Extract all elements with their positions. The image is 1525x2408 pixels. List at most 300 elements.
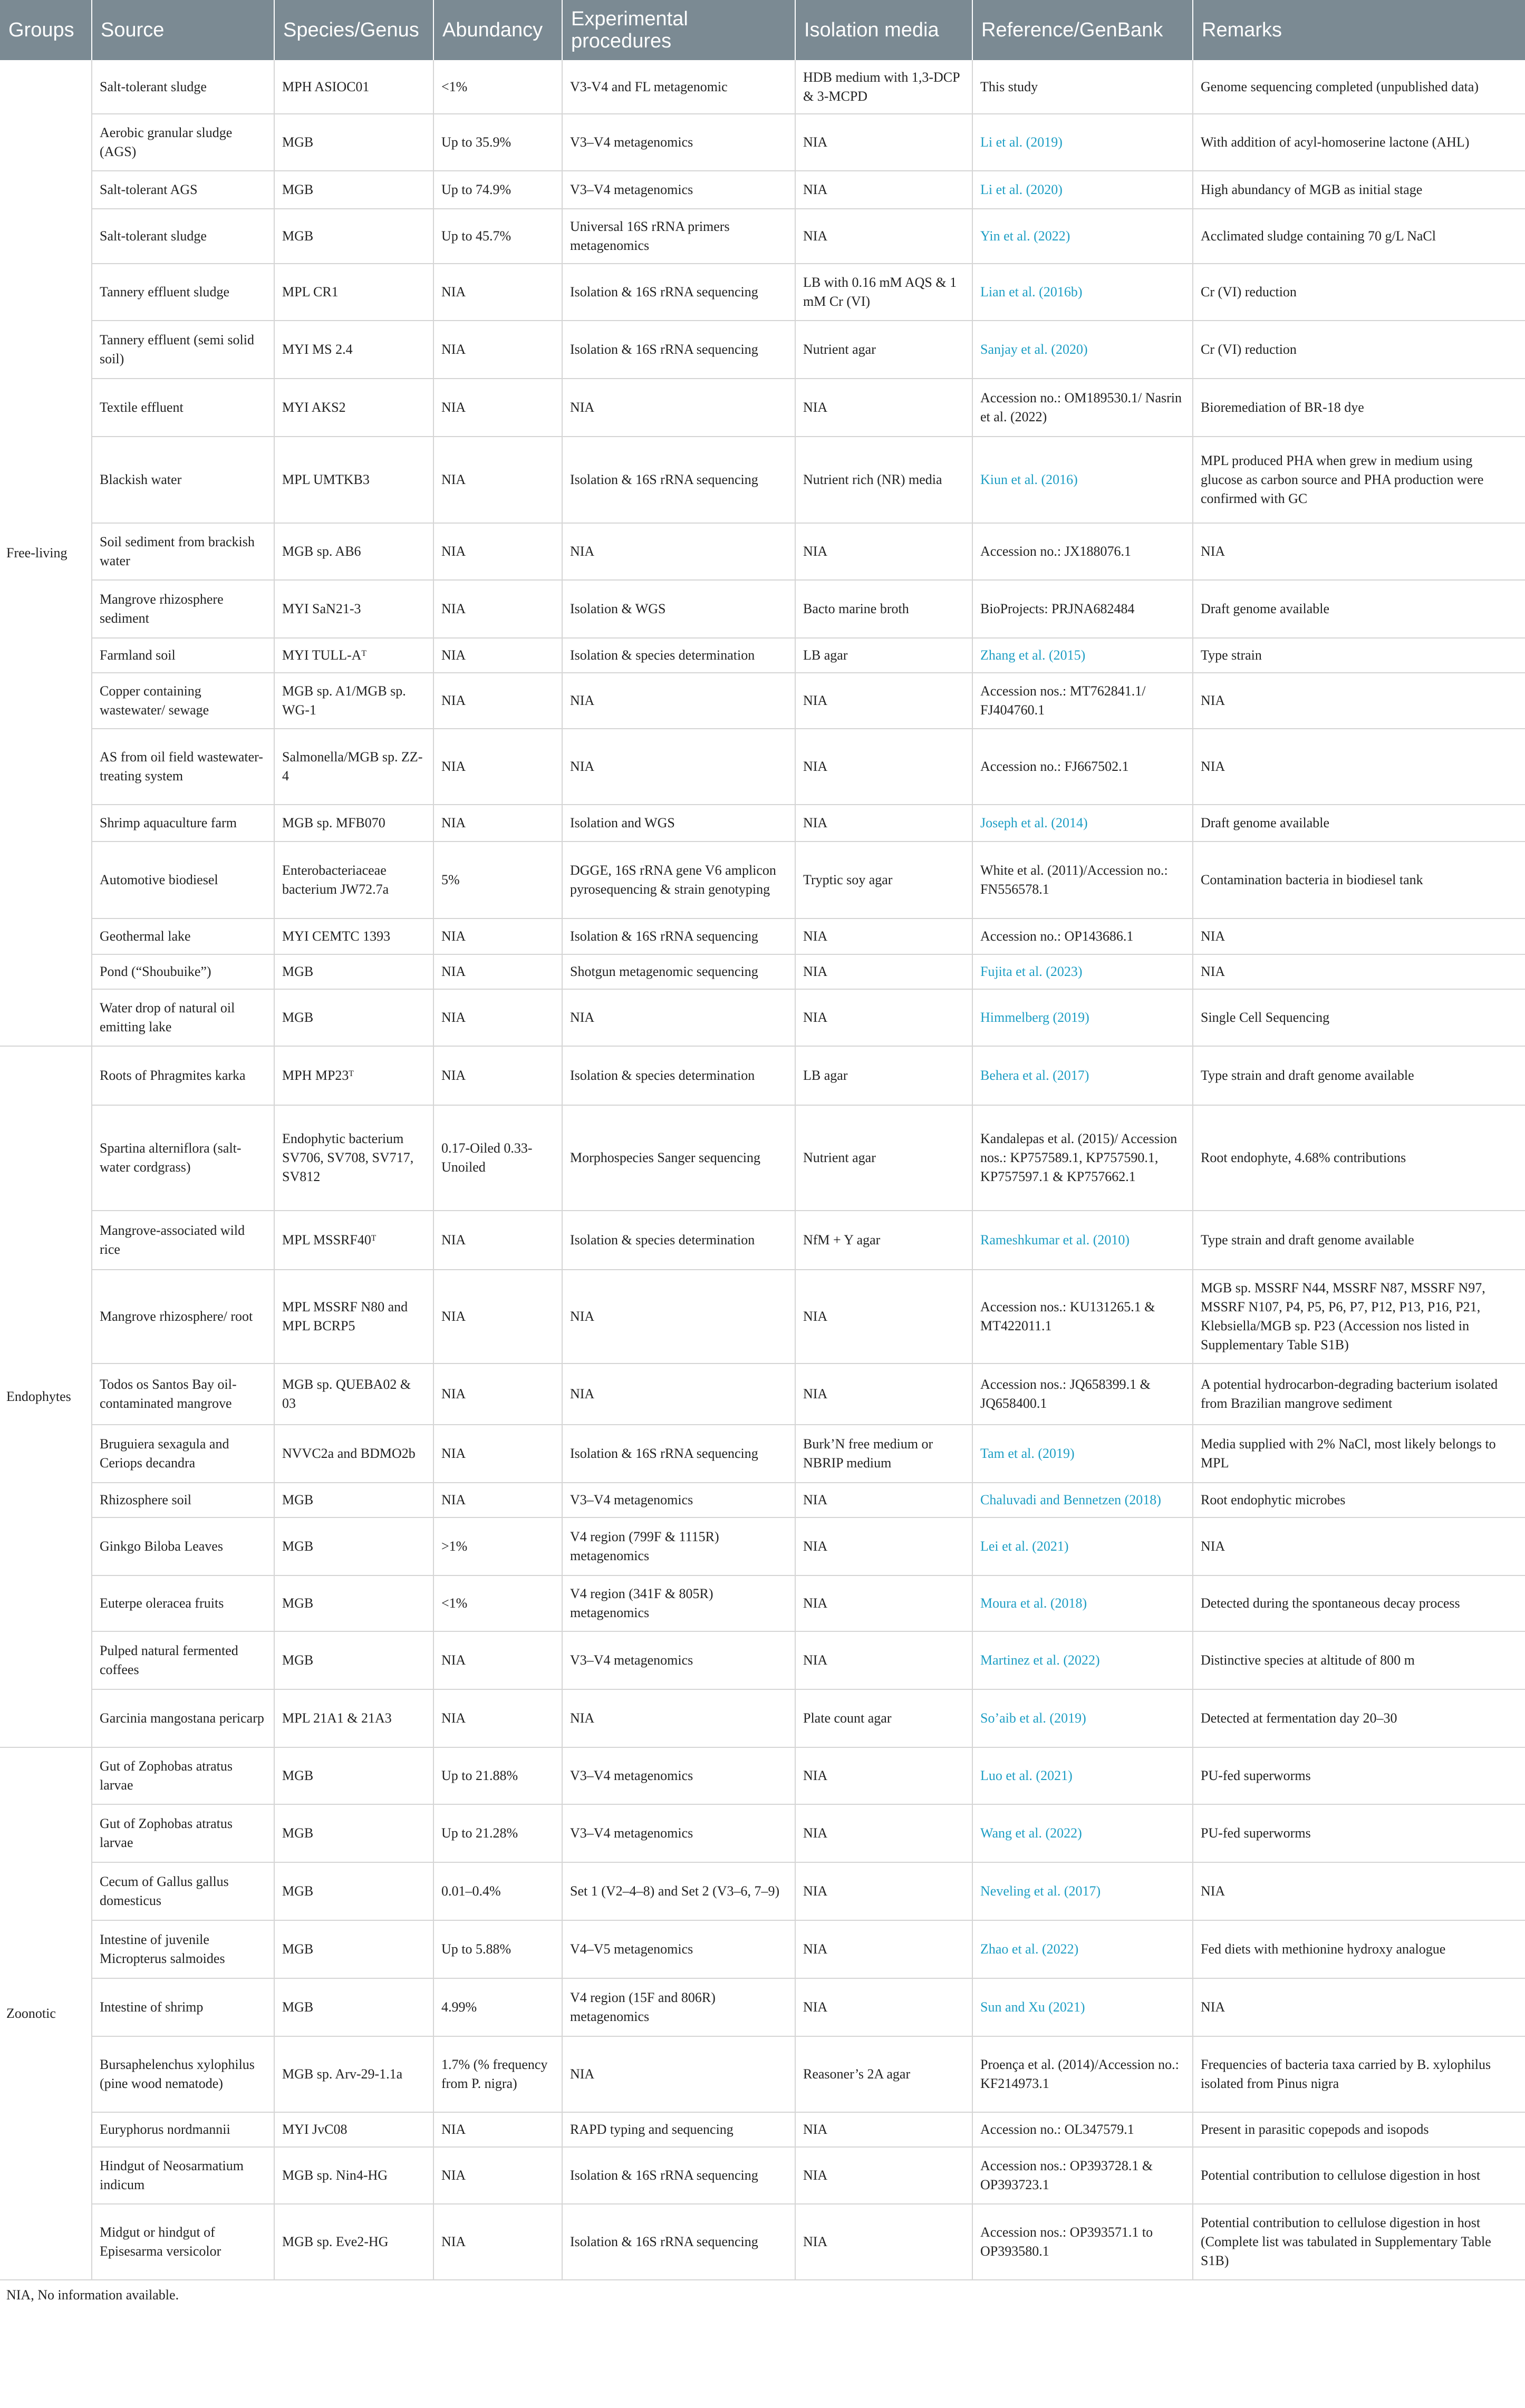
remarks-cell: Genome sequencing completed (unpublished data): [1193, 60, 1525, 114]
reference-cell[interactable]: Sanjay et al. (2020): [972, 321, 1193, 379]
group-cell: Endophytes: [0, 1046, 92, 1747]
table-row: [0, 1631, 1525, 1689]
procedure-cell: Set 1 (V2–4–8) and Set 2 (V3–6, 7–9): [562, 1862, 795, 1920]
table-row: [0, 954, 1525, 989]
abundancy-cell: Up to 21.88%: [433, 1747, 562, 1804]
source-cell: Pulped natural fermented coffees: [92, 1631, 274, 1689]
procedure-cell: Isolation & 16S rRNA sequencing: [562, 2147, 795, 2204]
header-species: Species/Genus: [274, 0, 433, 60]
remarks-cell: Root endophytic microbes: [1193, 1483, 1525, 1517]
reference-cell[interactable]: Yin et al. (2022): [972, 209, 1193, 264]
remarks-cell: NIA: [1193, 918, 1525, 954]
table-row: [0, 1363, 1525, 1425]
species-cell: MGB: [274, 1862, 433, 1920]
table-row: [0, 729, 1525, 805]
species-cell: MYI TULL-Aᵀ: [274, 638, 433, 673]
procedure-cell: Isolation & species determination: [562, 638, 795, 673]
remarks-cell: PU-fed superworms: [1193, 1747, 1525, 1804]
procedure-cell: NIA: [562, 2036, 795, 2112]
source-cell: Textile effluent: [92, 379, 274, 437]
reference-cell: This study: [972, 60, 1193, 114]
table-row: [0, 2112, 1525, 2147]
remarks-cell: Potential contribution to cellulose digestion in host: [1193, 2147, 1525, 2204]
table-row: [0, 437, 1525, 523]
media-cell: Nutrient agar: [795, 1105, 972, 1211]
media-cell: NIA: [795, 1920, 972, 1978]
media-cell: Burk’N free medium or NBRIP medium: [795, 1425, 972, 1483]
species-cell: Enterobacteriaceae bacterium JW72.7a: [274, 842, 433, 918]
reference-cell[interactable]: Li et al. (2019): [972, 114, 1193, 171]
abundancy-cell: Up to 35.9%: [433, 114, 562, 171]
species-cell: MYI JvC08: [274, 2112, 433, 2147]
media-cell: Nutrient agar: [795, 321, 972, 379]
reference-cell[interactable]: Rameshkumar et al. (2010): [972, 1211, 1193, 1270]
footnote: NIA, No information available.: [6, 2287, 179, 2303]
abundancy-cell: NIA: [433, 580, 562, 638]
remarks-cell: Cr (VI) reduction: [1193, 264, 1525, 321]
abundancy-cell: <1%: [433, 60, 562, 114]
reference-cell: BioProjects: PRJNA682484: [972, 580, 1193, 638]
media-cell: Plate count agar: [795, 1689, 972, 1747]
abundancy-cell: NIA: [433, 954, 562, 989]
procedure-cell: V4 region (341F & 805R) metagenomics: [562, 1575, 795, 1631]
procedure-cell: Isolation & species determination: [562, 1211, 795, 1270]
source-cell: Cecum of Gallus gallus domesticus: [92, 1862, 274, 1920]
source-cell: Todos os Santos Bay oil-contaminated mangrove: [92, 1363, 274, 1425]
table-body: [0, 60, 1525, 2280]
reference-cell[interactable]: Zhang et al. (2015): [972, 638, 1193, 673]
abundancy-cell: NIA: [433, 1483, 562, 1517]
remarks-cell: Fed diets with methionine hydroxy analogue: [1193, 1920, 1525, 1978]
source-cell: Aerobic granular sludge (AGS): [92, 114, 274, 171]
source-cell: AS from oil field wastewater-treating system: [92, 729, 274, 805]
abundancy-cell: NIA: [433, 2204, 562, 2280]
reference-cell[interactable]: Moura et al. (2018): [972, 1575, 1193, 1631]
species-cell: MGB sp. AB6: [274, 523, 433, 580]
header-row: [0, 0, 1525, 60]
reference-cell[interactable]: Behera et al. (2017): [972, 1046, 1193, 1105]
procedure-cell: Isolation & 16S rRNA sequencing: [562, 918, 795, 954]
remarks-cell: Contamination bacteria in biodiesel tank: [1193, 842, 1525, 918]
table-row: [0, 638, 1525, 673]
media-cell: NfM + Y agar: [795, 1211, 972, 1270]
source-cell: Garcinia mangostana pericarp: [92, 1689, 274, 1747]
table-row: [0, 1517, 1525, 1575]
media-cell: LB agar: [795, 1046, 972, 1105]
source-cell: Ginkgo Biloba Leaves: [92, 1517, 274, 1575]
procedure-cell: Isolation & 16S rRNA sequencing: [562, 437, 795, 523]
table-row: [0, 805, 1525, 842]
abundancy-cell: NIA: [433, 523, 562, 580]
remarks-cell: NIA: [1193, 523, 1525, 580]
species-cell: NVVC2a and BDMO2b: [274, 1425, 433, 1483]
remarks-cell: Draft genome available: [1193, 580, 1525, 638]
remarks-cell: PU-fed superworms: [1193, 1804, 1525, 1862]
species-cell: MPL CR1: [274, 264, 433, 321]
species-cell: MGB: [274, 989, 433, 1046]
reference-cell[interactable]: Himmelberg (2019): [972, 989, 1193, 1046]
header-reference: Reference/GenBank: [972, 0, 1193, 60]
media-cell: NIA: [795, 1363, 972, 1425]
remarks-cell: Type strain: [1193, 638, 1525, 673]
abundancy-cell: 5%: [433, 842, 562, 918]
abundancy-cell: NIA: [433, 729, 562, 805]
abundancy-cell: NIA: [433, 1425, 562, 1483]
table-row: [0, 523, 1525, 580]
procedure-cell: V3–V4 metagenomics: [562, 1483, 795, 1517]
species-cell: MYI AKS2: [274, 379, 433, 437]
reference-cell: Accession nos.: JQ658399.1 & JQ658400.1: [972, 1363, 1193, 1425]
table-row: [0, 1425, 1525, 1483]
table-row: [0, 1046, 1525, 1105]
species-cell: MGB: [274, 1575, 433, 1631]
source-cell: Mangrove rhizosphere/ root: [92, 1270, 274, 1363]
abundancy-cell: NIA: [433, 437, 562, 523]
media-cell: NIA: [795, 1978, 972, 2036]
species-cell: MGB: [274, 171, 433, 209]
abundancy-cell: 1.7% (% frequency from P. nigra): [433, 2036, 562, 2112]
procedure-cell: Isolation & 16S rRNA sequencing: [562, 1425, 795, 1483]
media-cell: Reasoner’s 2A agar: [795, 2036, 972, 2112]
procedure-cell: V4 region (15F and 806R) metagenomics: [562, 1978, 795, 2036]
species-cell: MGB sp. Eve2-HG: [274, 2204, 433, 2280]
reference-cell[interactable]: Fujita et al. (2023): [972, 954, 1193, 989]
species-cell: MGB sp. Nin4-HG: [274, 2147, 433, 2204]
procedure-cell: V3-V4 and FL metagenomic: [562, 60, 795, 114]
abundancy-cell: <1%: [433, 1575, 562, 1631]
table-row: [0, 2147, 1525, 2204]
abundancy-cell: NIA: [433, 1689, 562, 1747]
media-cell: NIA: [795, 379, 972, 437]
reference-cell[interactable]: Sun and Xu (2021): [972, 1978, 1193, 2036]
reference-cell[interactable]: Luo et al. (2021): [972, 1747, 1193, 1804]
table-row: [0, 2204, 1525, 2280]
procedure-cell: NIA: [562, 379, 795, 437]
table-row: [0, 1211, 1525, 1270]
procedure-cell: Universal 16S rRNA primers metagenomics: [562, 209, 795, 264]
abundancy-cell: Up to 21.28%: [433, 1804, 562, 1862]
table-row: [0, 1105, 1525, 1211]
species-cell: MPL UMTKB3: [274, 437, 433, 523]
procedure-cell: DGGE, 16S rRNA gene V6 amplicon pyrosequencing & strain genotyping: [562, 842, 795, 918]
source-cell: Blackish water: [92, 437, 274, 523]
species-cell: MGB: [274, 1978, 433, 2036]
abundancy-cell: NIA: [433, 264, 562, 321]
remarks-cell: Acclimated sludge containing 70 g/L NaCl: [1193, 209, 1525, 264]
media-cell: NIA: [795, 2147, 972, 2204]
media-cell: NIA: [795, 1483, 972, 1517]
abundancy-cell: >1%: [433, 1517, 562, 1575]
species-cell: MYI CEMTC 1393: [274, 918, 433, 954]
remarks-cell: Frequencies of bacteria taxa carried by B. xylophilus isolated from Pinus nigra: [1193, 2036, 1525, 2112]
procedure-cell: V3–V4 metagenomics: [562, 171, 795, 209]
species-cell: MYI SaN21-3: [274, 580, 433, 638]
remarks-cell: A potential hydrocarbon-degrading bacterium isolated from Brazilian mangrove sediment: [1193, 1363, 1525, 1425]
source-cell: Euterpe oleracea fruits: [92, 1575, 274, 1631]
procedure-cell: Isolation & WGS: [562, 580, 795, 638]
source-cell: Midgut or hindgut of Episesarma versicolor: [92, 2204, 274, 2280]
table-row: [0, 114, 1525, 171]
remarks-cell: Potential contribution to cellulose digestion in host (Complete list was tabulated in Supplementary Table S1B): [1193, 2204, 1525, 2280]
source-cell: Automotive biodiesel: [92, 842, 274, 918]
remarks-cell: NIA: [1193, 673, 1525, 729]
procedure-cell: V3–V4 metagenomics: [562, 114, 795, 171]
source-cell: Geothermal lake: [92, 918, 274, 954]
remarks-cell: MGB sp. MSSRF N44, MSSRF N87, MSSRF N97, MSSRF N107, P4, P5, P6, P7, P12, P13, P16, P21, Klebsiella/MGB sp. P23 (Accession nos listed in Supplementary Table S1B): [1193, 1270, 1525, 1363]
source-cell: Euryphorus nordmannii: [92, 2112, 274, 2147]
source-cell: Spartina alterniflora (salt-water cordgrass): [92, 1105, 274, 1211]
table-row: [0, 321, 1525, 379]
table-row: [0, 1804, 1525, 1862]
species-cell: MGB sp. Arv-29-1.1a: [274, 2036, 433, 2112]
reference-cell: Accession nos.: OP393728.1 & OP393723.1: [972, 2147, 1193, 2204]
abundancy-cell: NIA: [433, 2112, 562, 2147]
header-abundancy: Abundancy: [433, 0, 562, 60]
table-row: [0, 1978, 1525, 2036]
species-cell: Salmonella/MGB sp. ZZ-4: [274, 729, 433, 805]
reference-cell[interactable]: Li et al. (2020): [972, 171, 1193, 209]
species-cell: MPL MSSRF40ᵀ: [274, 1211, 433, 1270]
header-media: Isolation media: [795, 0, 972, 60]
source-cell: Tannery effluent sludge: [92, 264, 274, 321]
species-cell: MGB: [274, 1483, 433, 1517]
reference-cell[interactable]: Zhao et al. (2022): [972, 1920, 1193, 1978]
reference-cell[interactable]: Lei et al. (2021): [972, 1517, 1193, 1575]
group-cell: Free-living: [0, 60, 92, 1046]
abundancy-cell: NIA: [433, 1046, 562, 1105]
table-row: [0, 2036, 1525, 2112]
remarks-cell: Type strain and draft genome available: [1193, 1046, 1525, 1105]
media-cell: Tryptic soy agar: [795, 842, 972, 918]
table-row: [0, 1747, 1525, 1804]
reference-cell: Accession nos.: OP393571.1 to OP393580.1: [972, 2204, 1193, 2280]
media-cell: Nutrient rich (NR) media: [795, 437, 972, 523]
reference-cell[interactable]: Martinez et al. (2022): [972, 1631, 1193, 1689]
remarks-cell: High abundancy of MGB as initial stage: [1193, 171, 1525, 209]
species-cell: MPH MP23ᵀ: [274, 1046, 433, 1105]
source-cell: Roots of Phragmites karka: [92, 1046, 274, 1105]
remarks-cell: NIA: [1193, 729, 1525, 805]
procedure-cell: Isolation and WGS: [562, 805, 795, 842]
reference-cell: Accession no.: FJ667502.1: [972, 729, 1193, 805]
procedure-cell: Isolation & 16S rRNA sequencing: [562, 2204, 795, 2280]
media-cell: NIA: [795, 2204, 972, 2280]
source-cell: Hindgut of Neosarmatium indicum: [92, 2147, 274, 2204]
media-cell: NIA: [795, 1575, 972, 1631]
table-row: [0, 171, 1525, 209]
header-procedures: Experimental procedures: [562, 0, 795, 60]
source-cell: Salt-tolerant sludge: [92, 209, 274, 264]
reference-cell[interactable]: Neveling et al. (2017): [972, 1862, 1193, 1920]
abundancy-cell: Up to 5.88%: [433, 1920, 562, 1978]
media-cell: NIA: [795, 1804, 972, 1862]
table-row: [0, 1270, 1525, 1363]
abundancy-cell: NIA: [433, 805, 562, 842]
procedure-cell: Shotgun metagenomic sequencing: [562, 954, 795, 989]
abundancy-cell: NIA: [433, 1211, 562, 1270]
reference-cell[interactable]: Wang et al. (2022): [972, 1804, 1193, 1862]
media-cell: NIA: [795, 673, 972, 729]
abundancy-cell: NIA: [433, 2147, 562, 2204]
media-cell: NIA: [795, 1517, 972, 1575]
reference-cell: Accession no.: OL347579.1: [972, 2112, 1193, 2147]
remarks-cell: Cr (VI) reduction: [1193, 321, 1525, 379]
remarks-cell: MPL produced PHA when grew in medium using glucose as carbon source and PHA production were confirmed with GC: [1193, 437, 1525, 523]
source-cell: Gut of Zophobas atratus larvae: [92, 1747, 274, 1804]
header-remarks: Remarks: [1193, 0, 1525, 60]
table-row: [0, 209, 1525, 264]
abundancy-cell: NIA: [433, 638, 562, 673]
procedure-cell: NIA: [562, 523, 795, 580]
media-cell: NIA: [795, 1862, 972, 1920]
source-cell: Intestine of juvenile Micropterus salmoides: [92, 1920, 274, 1978]
remarks-cell: Single Cell Sequencing: [1193, 989, 1525, 1046]
source-cell: Pond (“Shoubuike”): [92, 954, 274, 989]
species-cell: MGB: [274, 1631, 433, 1689]
remarks-cell: With addition of acyl-homoserine lactone (AHL): [1193, 114, 1525, 171]
source-cell: Salt-tolerant AGS: [92, 171, 274, 209]
abundancy-cell: NIA: [433, 673, 562, 729]
abundancy-cell: 0.01–0.4%: [433, 1862, 562, 1920]
reference-cell[interactable]: Chaluvadi and Bennetzen (2018): [972, 1483, 1193, 1517]
source-cell: Mangrove-associated wild rice: [92, 1211, 274, 1270]
header-source: Source: [92, 0, 274, 60]
reference-cell: Kandalepas et al. (2015)/ Accession nos.: KP757589.1, KP757590.1, KP757597.1 & KP757662.1: [972, 1105, 1193, 1211]
species-cell: MGB: [274, 1920, 433, 1978]
media-cell: LB with 0.16 mM AQS & 1 mM Cr (VI): [795, 264, 972, 321]
procedure-cell: Morphospecies Sanger sequencing: [562, 1105, 795, 1211]
abundancy-cell: Up to 74.9%: [433, 171, 562, 209]
species-cell: Endophytic bacterium SV706, SV708, SV717, SV812: [274, 1105, 433, 1211]
remarks-cell: Detected at fermentation day 20–30: [1193, 1689, 1525, 1747]
abundancy-cell: NIA: [433, 379, 562, 437]
reference-cell: Accession nos.: KU131265.1 & MT422011.1: [972, 1270, 1193, 1363]
source-cell: Tannery effluent (semi solid soil): [92, 321, 274, 379]
table-row: [0, 673, 1525, 729]
species-cell: MPL 21A1 & 21A3: [274, 1689, 433, 1747]
species-cell: MGB: [274, 1747, 433, 1804]
reference-cell: Accession no.: JX188076.1: [972, 523, 1193, 580]
table-row: [0, 1862, 1525, 1920]
species-cell: MGB sp. QUEBA02 & 03: [274, 1363, 433, 1425]
species-cell: MGB: [274, 954, 433, 989]
remarks-cell: Bioremediation of BR-18 dye: [1193, 379, 1525, 437]
table-row: [0, 1483, 1525, 1517]
source-cell: Shrimp aquaculture farm: [92, 805, 274, 842]
abundancy-cell: NIA: [433, 1270, 562, 1363]
remarks-cell: NIA: [1193, 1862, 1525, 1920]
procedure-cell: NIA: [562, 1689, 795, 1747]
abundancy-cell: NIA: [433, 321, 562, 379]
procedure-cell: NIA: [562, 989, 795, 1046]
source-cell: Rhizosphere soil: [92, 1483, 274, 1517]
remarks-cell: Root endophyte, 4.68% contributions: [1193, 1105, 1525, 1211]
species-cell: MPL MSSRF N80 and MPL BCRP5: [274, 1270, 433, 1363]
table-row: [0, 1689, 1525, 1747]
species-cell: MGB: [274, 114, 433, 171]
procedure-cell: V3–V4 metagenomics: [562, 1747, 795, 1804]
abundancy-cell: Up to 45.7%: [433, 209, 562, 264]
procedure-cell: NIA: [562, 729, 795, 805]
remarks-cell: NIA: [1193, 954, 1525, 989]
reference-cell[interactable]: Joseph et al. (2014): [972, 805, 1193, 842]
abundancy-cell: 4.99%: [433, 1978, 562, 2036]
procedure-cell: V4–V5 metagenomics: [562, 1920, 795, 1978]
media-cell: NIA: [795, 954, 972, 989]
reference-cell[interactable]: Kiun et al. (2016): [972, 437, 1193, 523]
table-row: [0, 379, 1525, 437]
table-row: [0, 842, 1525, 918]
reference-cell: Accession nos.: MT762841.1/ FJ404760.1: [972, 673, 1193, 729]
media-cell: NIA: [795, 918, 972, 954]
remarks-cell: Draft genome available: [1193, 805, 1525, 842]
media-cell: NIA: [795, 805, 972, 842]
source-cell: Copper containing wastewater/ sewage: [92, 673, 274, 729]
remarks-cell: NIA: [1193, 1978, 1525, 2036]
media-cell: NIA: [795, 729, 972, 805]
group-cell: Zoonotic: [0, 1747, 92, 2280]
procedure-cell: Isolation & 16S rRNA sequencing: [562, 321, 795, 379]
species-cell: MYI MS 2.4: [274, 321, 433, 379]
reference-cell[interactable]: Tam et al. (2019): [972, 1425, 1193, 1483]
procedure-cell: Isolation & 16S rRNA sequencing: [562, 264, 795, 321]
media-cell: NIA: [795, 989, 972, 1046]
abundancy-cell: NIA: [433, 1631, 562, 1689]
table-row: [0, 1920, 1525, 1978]
reference-cell[interactable]: So’aib et al. (2019): [972, 1689, 1193, 1747]
remarks-cell: Distinctive species at altitude of 800 m: [1193, 1631, 1525, 1689]
header-groups: Groups: [0, 0, 92, 60]
species-cell: MPH ASIOC01: [274, 60, 433, 114]
media-cell: NIA: [795, 209, 972, 264]
procedure-cell: NIA: [562, 673, 795, 729]
remarks-cell: Type strain and draft genome available: [1193, 1211, 1525, 1270]
source-cell: Farmland soil: [92, 638, 274, 673]
reference-cell: Accession no.: OM189530.1/ Nasrin et al. (2022): [972, 379, 1193, 437]
remarks-cell: NIA: [1193, 1517, 1525, 1575]
table-row: [0, 989, 1525, 1046]
reference-cell: Proença et al. (2014)/Accession no.: KF214973.1: [972, 2036, 1193, 2112]
table-row: [0, 580, 1525, 638]
procedure-cell: NIA: [562, 1270, 795, 1363]
species-cell: MGB: [274, 1804, 433, 1862]
procedure-cell: RAPD typing and sequencing: [562, 2112, 795, 2147]
table-row: [0, 60, 1525, 114]
reference-cell[interactable]: Lian et al. (2016b): [972, 264, 1193, 321]
source-cell: Soil sediment from brackish water: [92, 523, 274, 580]
source-cell: Gut of Zophobas atratus larvae: [92, 1804, 274, 1862]
procedure-cell: V3–V4 metagenomics: [562, 1804, 795, 1862]
procedure-cell: Isolation & species determination: [562, 1046, 795, 1105]
media-cell: NIA: [795, 1270, 972, 1363]
species-cell: MGB sp. A1/MGB sp. WG-1: [274, 673, 433, 729]
procedure-cell: V4 region (799F & 1115R) metagenomics: [562, 1517, 795, 1575]
reference-cell: Accession no.: OP143686.1: [972, 918, 1193, 954]
species-cell: MGB: [274, 1517, 433, 1575]
abundancy-cell: NIA: [433, 918, 562, 954]
media-cell: Bacto marine broth: [795, 580, 972, 638]
procedure-cell: NIA: [562, 1363, 795, 1425]
media-cell: NIA: [795, 1747, 972, 1804]
table-row: [0, 1575, 1525, 1631]
abundancy-cell: 0.17-Oiled 0.33-Unoiled: [433, 1105, 562, 1211]
source-cell: Water drop of natural oil emitting lake: [92, 989, 274, 1046]
abundancy-cell: NIA: [433, 989, 562, 1046]
species-cell: MGB: [274, 209, 433, 264]
source-cell: Bruguiera sexagula and Ceriops decandra: [92, 1425, 274, 1483]
media-cell: NIA: [795, 114, 972, 171]
source-cell: Bursaphelenchus xylophilus (pine wood nematode): [92, 2036, 274, 2112]
